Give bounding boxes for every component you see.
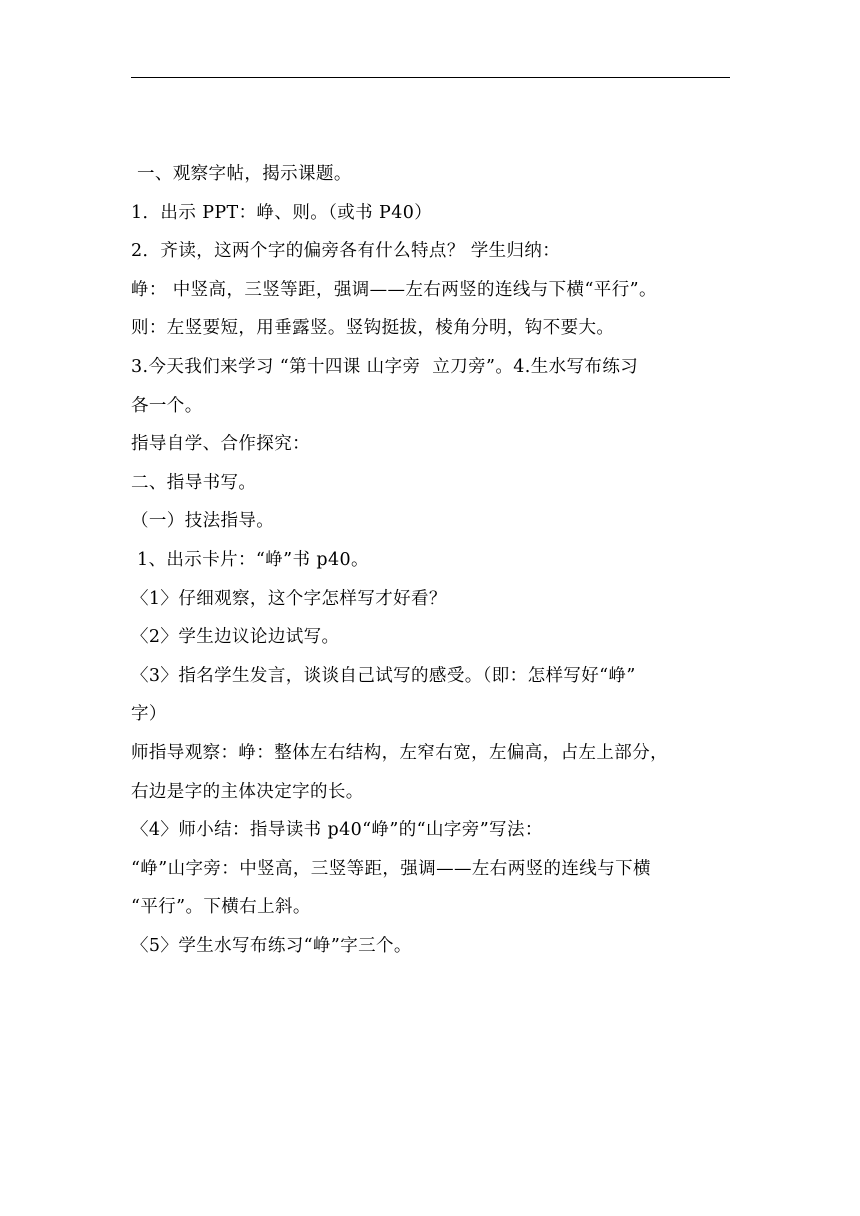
- paragraph-line: 2．齐读，这两个字的偏旁各有什么特点？ 学生归纳：: [131, 241, 561, 262]
- paragraph-line: 〈4〉师小结：指导读书 p40“峥”的“山字旁”写法：: [131, 820, 543, 841]
- paragraph-line: “峥”山字旁：中竖高，三竖等距，强调——左右两竖的连线与下横: [131, 858, 651, 879]
- paragraph-line: 〈3〉指名学生发言，谈谈自己试写的感受。（即：怎样写好“峥”: [131, 665, 636, 686]
- paragraph-line: 〈1〉仔细观察，这个字怎样写才好看？: [131, 588, 447, 609]
- paragraph-line: 各一个。: [131, 395, 203, 416]
- paragraph-line: 峥： 中竖高，三竖等距，强调——左右两竖的连线与下横“平行”。: [131, 279, 657, 300]
- paragraph-line: 指导自学、合作探究：: [131, 434, 310, 455]
- paragraph-line: 1．出示 PPT：峥、则。（或书 P40）: [131, 202, 433, 223]
- paragraph-line: 右边是字的主体决定字的长。: [131, 781, 364, 802]
- paragraph-line: “平行”。下横右上斜。: [131, 897, 311, 918]
- header-rule: [131, 77, 730, 78]
- paragraph-line: 二、指导书写。: [131, 472, 257, 493]
- paragraph-line: 师指导观察：峥：整体左右结构，左窄右宽，左偏高，占左上部分，: [131, 742, 668, 763]
- paragraph-line: 1、出示卡片：“峥”书 p40。: [131, 549, 369, 570]
- paragraph-line: 则：左竖要短，用垂露竖。竖钩挺拔，棱角分明，钩不要大。: [131, 318, 615, 339]
- document-body: [131, 155, 731, 965]
- paragraph-line: 〈2〉学生边议论边试写。: [131, 627, 340, 648]
- paragraph-line: 〈5〉学生水写布练习“峥”字三个。: [131, 935, 412, 956]
- paragraph-line: （一）技法指导。: [131, 511, 275, 532]
- paragraph-line: 一、观察字帖，揭示课题。: [131, 164, 352, 184]
- paragraph-line: 字）: [131, 704, 167, 725]
- paragraph-line: 3.今天我们来学习 “第十四课 山字旁 立刀旁”。4.生水写布练习: [131, 356, 639, 377]
